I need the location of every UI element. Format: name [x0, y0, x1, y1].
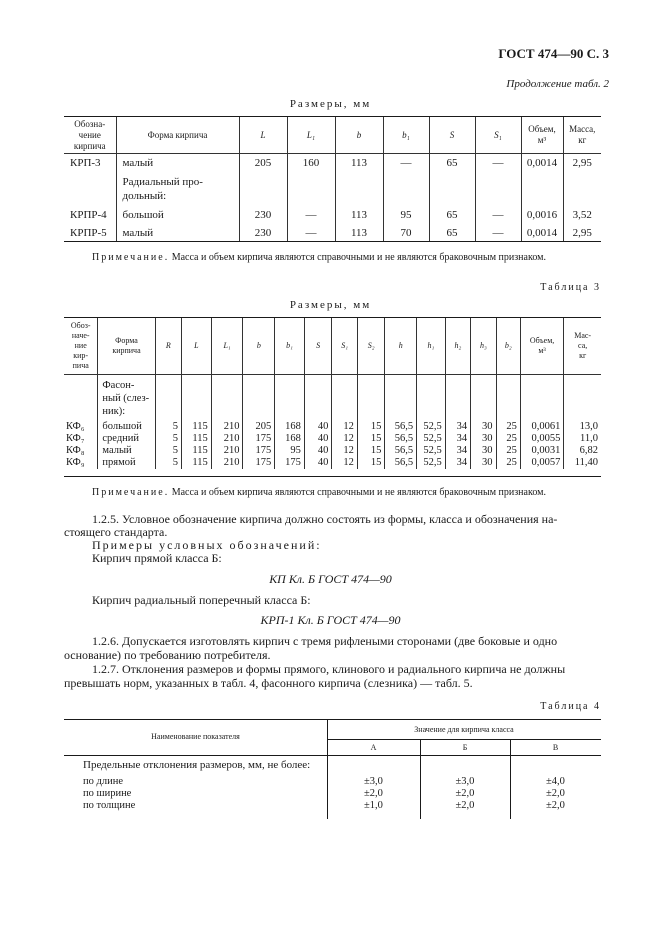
- table3-cell: 40: [304, 445, 332, 457]
- table3-cell: 15: [357, 433, 385, 445]
- table3-group-row: [64, 375, 601, 422]
- table3-caption: Размеры, мм: [289, 299, 372, 311]
- table3-cell: 34: [445, 457, 470, 469]
- example1-label: Кирпич прямой класса Б:: [92, 551, 222, 565]
- table3-header-cell: b₁: [275, 318, 305, 375]
- table3-group-cell: [211, 375, 243, 422]
- table2-bottom-rule: [64, 241, 601, 242]
- table3-cell: средний: [98, 433, 155, 445]
- table3-cell: большой: [98, 421, 155, 433]
- table3-cell: 52,5: [417, 445, 446, 457]
- table3-header-cell: b: [243, 318, 275, 375]
- table2-cell: 0,0016: [521, 206, 563, 224]
- table2-cell: 230: [239, 224, 287, 242]
- table2-cell: 3,52: [572, 209, 592, 221]
- table2-cell: [563, 172, 601, 206]
- table2-header-cell: b: [335, 117, 383, 154]
- table3-cell: 12: [332, 445, 357, 457]
- example2-label: Кирпич радиальный поперечный класса Б:: [92, 593, 311, 607]
- table2-caption: Размеры, мм: [289, 98, 372, 110]
- table2-header-cell: Масса, кг: [569, 124, 596, 145]
- table2-header-cell: Обозна- чение кирпича: [64, 117, 116, 154]
- table2-cell: Радиальный про- дольный:: [116, 172, 239, 206]
- para-1-2-7-cont: превышать норм, указанных в табл. 4, фасонного кирпича (слезника) — табл. 5.: [64, 676, 473, 690]
- table3-cell: 34: [445, 421, 470, 433]
- table2-cell: 2,95: [572, 157, 592, 169]
- table-row: [64, 433, 601, 445]
- para-1-2-6: 1.2.6. Допускается изготовлять кирпич с тремя рифлеными сторонами (две боковые и одно: [92, 634, 558, 648]
- table3-group-cell: [357, 375, 385, 422]
- table3-cell: 25: [496, 433, 520, 445]
- table3-header-cell: R: [155, 318, 181, 375]
- table2-cell: 113: [335, 224, 383, 242]
- table3-cell: 168: [275, 433, 305, 445]
- table4-cell: ±2,0: [455, 788, 475, 799]
- table3-group-cell: [417, 375, 446, 422]
- table2-cell: 230: [239, 206, 287, 224]
- table4-cell: ±2,0: [546, 788, 565, 799]
- table3-header-cell: S₁: [332, 318, 357, 375]
- table2-cell: —: [287, 224, 335, 242]
- table3-label: Таблица 3: [540, 282, 601, 293]
- table3-cell: 40: [304, 457, 332, 469]
- table3-cell: 52,5: [417, 433, 446, 445]
- table3-cell: 30: [471, 433, 496, 445]
- table2-header-row: [64, 117, 601, 154]
- table4-cell: ±4,0: [546, 776, 565, 787]
- table3-header-cell: h₁: [417, 318, 446, 375]
- table3-group-cell: [496, 375, 520, 422]
- table2-cell: 65: [429, 206, 475, 224]
- table3-cell: 40: [304, 421, 332, 433]
- table-row: [64, 206, 601, 224]
- table2: [64, 117, 601, 242]
- table3-header-cell: Форма кирпича: [98, 318, 155, 375]
- table3-group-cell: [182, 375, 212, 422]
- table2-cell: малый: [116, 224, 239, 242]
- table4-cell: ±1,0: [364, 800, 383, 811]
- table3-cell: 25: [496, 457, 520, 469]
- table3-group-cell: [445, 375, 470, 422]
- table3-cell: 168: [275, 421, 305, 433]
- table2-cell: 113: [335, 154, 383, 173]
- table3-cell: 12: [332, 421, 357, 433]
- table4-row-label: по толщине: [83, 800, 136, 811]
- table4-col-group: Значение для кирпича класса: [414, 725, 514, 734]
- table2-header-cell: L: [239, 117, 287, 154]
- table4-class-v: В: [552, 743, 559, 752]
- table2-cell: 2,95: [572, 227, 592, 239]
- table2-cell: 95: [383, 206, 429, 224]
- table3-header-cell: Мас- са, кг: [574, 331, 592, 360]
- table3-cell: 175: [243, 457, 275, 469]
- table3-header-cell: L: [182, 318, 212, 375]
- table2-header-cell: S: [429, 117, 475, 154]
- table4-cell: ±2,0: [364, 788, 383, 799]
- table-row: [64, 172, 601, 206]
- table2-cell: [429, 172, 475, 206]
- page-header: ГОСТ 474—90 С. 3: [498, 46, 609, 61]
- table2-cell: КРП-3: [64, 154, 116, 173]
- table3-cell: 175: [243, 445, 275, 457]
- table3-cell: 12: [332, 457, 357, 469]
- table3-cell: 56,5: [385, 433, 417, 445]
- table3-cell: 52,5: [417, 457, 446, 469]
- table2-cell: [64, 172, 116, 206]
- table3-cell: 0,0061: [520, 421, 563, 433]
- table3-cell: 13,0: [579, 421, 598, 432]
- table-row: [64, 421, 601, 433]
- note-text: Масса и объем кирпича являются справочными и не являются браковочным признаком.: [171, 252, 546, 263]
- table3-header-cell: S₂: [357, 318, 385, 375]
- para-1-2-5-cont: стоящего стандарта.: [64, 525, 168, 539]
- table2-cell: 65: [429, 224, 475, 242]
- table3-header-row: [64, 318, 601, 375]
- table3-note: [92, 487, 546, 498]
- table2-cell: 0,0014: [521, 154, 563, 173]
- table3-cell: 30: [471, 445, 496, 457]
- table3-cell: 15: [357, 421, 385, 433]
- table2-cell: —: [475, 224, 521, 242]
- table3-cell: 25: [496, 445, 520, 457]
- table3-cell: 95: [275, 445, 305, 457]
- table3-cell: малый: [98, 445, 155, 457]
- table3-cell: КФ₉: [64, 457, 98, 469]
- table4-cell: ±3,0: [455, 776, 475, 787]
- table3-group-cell: [471, 375, 496, 422]
- table4-top-rule: [64, 719, 601, 720]
- table3-cell: КФ₆: [64, 421, 98, 433]
- table3-cell: 30: [471, 457, 496, 469]
- table2-cell: [239, 172, 287, 206]
- table4-class-b: Б: [462, 743, 468, 752]
- table3-cell: 0,0031: [520, 445, 563, 457]
- para-1-2-5: 1.2.5. Условное обозначение кирпича должно состоять из формы, класса и обозначения на-: [92, 512, 558, 526]
- table3-cell: 40: [304, 433, 332, 445]
- example2: КРП-1 Кл. Б ГОСТ 474—90: [260, 613, 401, 627]
- examples-title: Примеры условных обозначений:: [92, 538, 322, 552]
- table4-col-name: Наименование показателя: [151, 732, 240, 741]
- table3-header-cell: S: [304, 318, 332, 375]
- table4-row-label: по длине: [83, 776, 123, 787]
- table3-group-cell: [520, 375, 563, 422]
- table3-cell: 115: [182, 457, 212, 469]
- table2-cell: 70: [383, 224, 429, 242]
- table2-header-cell: L₁: [287, 117, 335, 154]
- table3-header-cell: Объем, м³: [520, 318, 563, 375]
- table3-cell: 210: [211, 421, 243, 433]
- table2-header-cell: Форма кирпича: [116, 117, 239, 154]
- table3-cell: 30: [471, 421, 496, 433]
- table3-cell: 115: [182, 445, 212, 457]
- table2-header-cell: b₁: [383, 117, 429, 154]
- table-row: [64, 224, 601, 242]
- table2-cell: —: [475, 206, 521, 224]
- table2-cell: [383, 172, 429, 206]
- table3-cell: 34: [445, 445, 470, 457]
- table3-cell: 11,40: [574, 457, 598, 468]
- table3-cell: 52,5: [417, 421, 446, 433]
- table3: [64, 318, 601, 469]
- note-label: Примечание.: [92, 487, 170, 498]
- table2-header-cell: S₁: [475, 117, 521, 154]
- table2-cell: 113: [335, 206, 383, 224]
- table3-cell: 12: [332, 433, 357, 445]
- table4-cell: ±3,0: [364, 776, 383, 787]
- table3-group-cell: [155, 375, 181, 422]
- table3-cell: 56,5: [385, 445, 417, 457]
- table3-cell: прямой: [98, 457, 155, 469]
- table3-cell: 5: [155, 421, 181, 433]
- note-label: Примечание.: [92, 252, 170, 263]
- para-1-2-6-cont: основание) по требованию потребителя.: [64, 648, 271, 662]
- table3-header-cell: h: [385, 318, 417, 375]
- table3-cell: 11,0: [580, 433, 598, 444]
- table2-cell: большой: [116, 206, 239, 224]
- table2-note: [92, 252, 546, 263]
- continuation-label: Продолжение табл. 2: [506, 78, 609, 90]
- table2-cell: КРПР-5: [64, 224, 116, 242]
- table3-header-cell: Обоз- наче- ние кир- пича: [64, 318, 98, 375]
- table-row: [64, 154, 601, 173]
- table3-cell: 56,5: [385, 421, 417, 433]
- example1: КП Кл. Б ГОСТ 474—90: [269, 572, 392, 586]
- table3-cell: 115: [182, 421, 212, 433]
- table-row: [64, 457, 601, 469]
- table4-label: Таблица 4: [540, 701, 601, 712]
- table3-cell: 175: [275, 457, 305, 469]
- table3-group-cell: [332, 375, 357, 422]
- table3-group-cell: [243, 375, 275, 422]
- table4-section: Предельные отклонения размеров, мм, не более:: [83, 759, 311, 771]
- table2-cell: 0,0014: [521, 224, 563, 242]
- table3-cell: КФ₈: [64, 445, 98, 457]
- table3-cell: 5: [155, 433, 181, 445]
- note-text: Масса и объем кирпича являются справочными и не являются браковочным признаком.: [171, 487, 546, 498]
- table3-cell: 6,82: [579, 445, 598, 456]
- table3-bottom-rule: [64, 476, 601, 477]
- table3-cell: 15: [357, 457, 385, 469]
- table3-group-cell: [275, 375, 305, 422]
- table2-cell: [287, 172, 335, 206]
- table4-cell: ±2,0: [546, 800, 565, 811]
- table3-cell: 34: [445, 433, 470, 445]
- table3-header-cell: b₂: [496, 318, 520, 375]
- para-1-2-7: 1.2.7. Отклонения размеров и формы прямого, клинового и радиального кирпича не должны: [92, 662, 566, 676]
- table2-cell: 160: [287, 154, 335, 173]
- table3-cell: 5: [155, 445, 181, 457]
- table2-header-cell: Объем, м³: [521, 117, 563, 154]
- table2-cell: малый: [116, 154, 239, 173]
- table4-cell: ±2,0: [455, 800, 475, 811]
- table3-cell: 5: [155, 457, 181, 469]
- table4-group-rule: [327, 739, 601, 740]
- table3-group-cell: [385, 375, 417, 422]
- table3-cell: 15: [357, 445, 385, 457]
- table3-header-cell: L₁: [211, 318, 243, 375]
- table3-header-cell: h₂: [445, 318, 470, 375]
- table-row: [64, 445, 601, 457]
- table2-cell: —: [383, 154, 429, 173]
- table2-cell: 205: [239, 154, 287, 173]
- table3-cell: 0,0057: [520, 457, 563, 469]
- table3-cell: 210: [211, 457, 243, 469]
- table3-group-cell: [564, 375, 601, 422]
- table4-head-rule: [64, 755, 601, 756]
- table3-cell: 205: [243, 421, 275, 433]
- table3-cell: 115: [182, 433, 212, 445]
- table3-cell: 25: [496, 421, 520, 433]
- table3-group-cell: [304, 375, 332, 422]
- table2-cell: 65: [429, 154, 475, 173]
- table2-cell: [475, 172, 521, 206]
- table2-cell: —: [475, 154, 521, 173]
- table2-cell: КРПР-4: [64, 206, 116, 224]
- table2-cell: [335, 172, 383, 206]
- table3-cell: 56,5: [385, 457, 417, 469]
- table3-cell: КФ₇: [64, 433, 98, 445]
- table4-row-label: по ширине: [83, 788, 132, 799]
- table3-group-cell: Фасон- ный (слез- ник):: [98, 375, 155, 422]
- table2-cell: —: [287, 206, 335, 224]
- table3-cell: 175: [243, 433, 275, 445]
- table3-cell: 0,0055: [520, 433, 563, 445]
- table3-cell: 210: [211, 433, 243, 445]
- table4-class-a: А: [370, 743, 377, 752]
- table3-group-cell: [64, 375, 98, 422]
- table2-cell: [521, 172, 563, 206]
- table3-cell: 210: [211, 445, 243, 457]
- table3-header-cell: h₃: [471, 318, 496, 375]
